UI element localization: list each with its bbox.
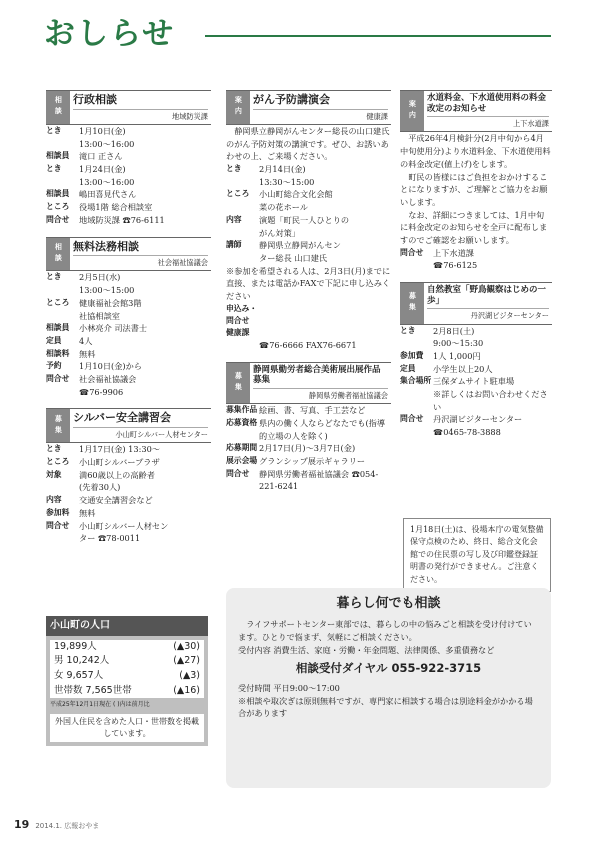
info-key: [46, 176, 79, 189]
info-value: 菜の花ホール: [259, 202, 308, 213]
info-value: 三保ダムサイト駐車場: [433, 376, 515, 387]
info-value: 2月8日(土): [433, 325, 475, 336]
info-value: 13:00〜16:00: [79, 176, 135, 187]
info-value: 1月24日(金): [79, 164, 126, 175]
notice-box: 1月18日(土)は、役場本庁の電気整備保守点検のため、終日、総合文化会館での住民票の写し及び印鑑登録証明書の発行ができません。ご注意ください。: [403, 518, 551, 592]
info-row: [46, 386, 211, 399]
page-title: おしらせ: [44, 16, 176, 52]
info-row: [46, 348, 211, 361]
info-value: 健康福祉会館3階: [79, 297, 142, 308]
info-row: [46, 360, 211, 373]
population-row: [50, 669, 204, 684]
population-note: 平成25年12月1日現在 ( )内は前月比: [50, 701, 150, 709]
info-key: ところ: [46, 457, 70, 467]
info-value: 地域防災課 ☎76-6111: [79, 214, 165, 225]
info-row: [226, 163, 391, 176]
info-key: 募集作品: [226, 405, 258, 415]
info-row: [46, 138, 211, 151]
info-value: 1月17日(金) 13:30〜: [79, 444, 160, 455]
section-org: 丹沢湖ビジターセンター: [427, 308, 549, 321]
info-row: [226, 239, 391, 252]
section-header: [46, 237, 211, 272]
section-title: 自然教室「野鳥観察はじめの一歩」: [427, 285, 547, 306]
info-key: 予約: [46, 361, 62, 371]
info-row: [46, 150, 211, 163]
info-key: ところ: [46, 202, 70, 212]
info-key: 参加料: [46, 507, 70, 517]
info-row: [46, 310, 211, 323]
section-title: シルバー安全講習会: [73, 411, 171, 425]
info-row: [400, 259, 552, 272]
info-row: [46, 176, 211, 189]
section-paragraph: なお、詳細につきましては、1月中旬に料金改定のお知らせを全戸に配布しますのでご確認をお願いします。: [400, 209, 548, 246]
info-row: [400, 413, 552, 426]
population-value: 19,899人: [54, 640, 97, 652]
info-row: [46, 469, 211, 482]
info-row: [226, 227, 391, 240]
section-bijutsu: [226, 362, 391, 493]
info-row: [46, 532, 211, 545]
section-title-box: [250, 363, 391, 403]
info-row: [46, 494, 211, 507]
info-value: 2月5日(水): [79, 272, 121, 283]
info-row: [46, 188, 211, 201]
info-value: 嶋田喜見代さん: [79, 189, 137, 200]
info-key: [226, 252, 259, 265]
population-box: [46, 616, 208, 746]
consult-body: ライフサポートセンター東部では、暮らしの中の悩みごと相談を受け付けています。ひとりで悩まず、気軽にご相談ください。: [238, 619, 532, 642]
info-key: 内容: [46, 495, 62, 505]
population-diff: (▲3): [179, 669, 200, 681]
info-value: 県内の働く人ならどなたでも(指導的立場の人を除く): [259, 417, 386, 441]
info-value: 小山町シルバー人材セン: [79, 520, 169, 531]
section-title-box: [70, 91, 211, 124]
population-value: 男 10,242人: [54, 655, 110, 667]
section-header: [46, 90, 211, 125]
section-org: 小山町シルバー人材センター: [73, 427, 208, 440]
info-key: 応募資格: [226, 417, 258, 427]
section-tag: 募集: [46, 409, 70, 442]
info-key: 問合せ: [46, 520, 70, 530]
info-row: [226, 214, 391, 227]
info-key: とき: [46, 164, 62, 174]
info-key: 集合場所: [400, 376, 432, 386]
section-tag: 募集: [400, 283, 424, 323]
section-paragraph: 平成26年4月検針分(2月中旬から4月中旬使用分)より水道料金、下水道使用料の料金改定(値上げ)をします。: [400, 133, 551, 169]
info-key: [400, 426, 433, 439]
info-value: ター ☎78-0011: [79, 533, 141, 544]
info-value: 交通安全講習会など: [79, 495, 153, 506]
info-row: [226, 468, 391, 493]
section-gyosei: [46, 90, 211, 227]
info-row: [400, 388, 552, 413]
section-title-box: [250, 91, 391, 124]
info-key: 応募期間: [226, 443, 258, 453]
info-key: [226, 227, 259, 240]
info-key: とき: [46, 125, 62, 135]
info-key: [46, 386, 79, 399]
column-right: [400, 90, 552, 449]
info-row: [46, 481, 211, 494]
info-key: [46, 284, 79, 297]
info-value: がん対策」: [259, 227, 300, 238]
population-row: [50, 654, 204, 669]
footer-text: 2014.1. 広報おやま: [35, 822, 100, 830]
info-value: 2月17日(月)〜3月7日(金): [259, 443, 356, 454]
info-key: [226, 176, 259, 189]
section-header: [400, 282, 552, 324]
page-number: 19: [14, 818, 30, 831]
info-key: 参加費: [400, 350, 424, 360]
info-row: [46, 443, 211, 456]
info-key: 対象: [46, 469, 62, 479]
info-key: [46, 532, 79, 545]
section-apply: 申込み・問合せ 健康課: [226, 303, 258, 337]
info-row: [400, 325, 552, 338]
section-title-box: [424, 283, 552, 323]
info-key: とき: [226, 164, 242, 174]
info-row: [400, 247, 552, 260]
info-value: ※詳しくはお問い合わせください: [433, 389, 548, 412]
info-value: 小学生以上20人: [433, 363, 493, 374]
info-key: [46, 138, 79, 151]
section-tag: 相談: [46, 238, 70, 271]
section-header: [226, 90, 391, 125]
info-row: [46, 322, 211, 335]
section-shizen: [400, 282, 552, 439]
section-title-box: [70, 238, 211, 271]
info-row: [46, 456, 211, 469]
info-key: 問合せ: [46, 214, 70, 224]
info-row: [46, 214, 211, 227]
section-org: 地域防災課: [73, 109, 208, 122]
column-middle: [226, 90, 391, 503]
section-org: 健康課: [253, 109, 388, 122]
section-title: 静岡県勤労者総合美術展出展作品募集: [253, 364, 381, 386]
info-value: ☎0465-78-3888: [433, 427, 501, 438]
info-row: [400, 350, 552, 363]
info-key: 相談員: [46, 323, 70, 333]
consult-dial: 相談受付ダイヤル 055-922-3715: [295, 661, 482, 676]
info-row: [46, 271, 211, 284]
population-row: [50, 640, 204, 655]
info-value: 1月10日(金)から: [79, 361, 142, 372]
info-key: 問合せ: [400, 414, 424, 424]
section-tag: 案内: [400, 91, 424, 131]
info-key: とき: [46, 272, 62, 282]
info-row: [46, 201, 211, 214]
section-paragraph: 町民の皆様にはご負担をおかけすることになりますが、ご理解とご協力をお願いします。: [400, 171, 548, 207]
section-org: 静岡県労働者福祉協議会: [253, 388, 388, 401]
info-key: とき: [46, 444, 62, 454]
info-value: 小山町シルバープラザ: [79, 457, 160, 468]
consult-box: [226, 588, 551, 788]
population-row: [50, 684, 204, 699]
info-value: 丹沢湖ビジターセンター: [433, 414, 523, 425]
info-key: [400, 388, 433, 413]
info-value: 13:00〜16:00: [79, 138, 135, 149]
population-title: 小山町の人口: [46, 616, 208, 636]
info-key: [46, 481, 79, 494]
info-row: [226, 404, 391, 417]
info-row: [46, 163, 211, 176]
info-key: 定員: [400, 363, 416, 373]
info-key: [226, 201, 259, 214]
info-value: グランシップ展示ギャラリー: [259, 455, 366, 466]
info-row: [46, 284, 211, 297]
info-value: ☎76-9906: [79, 386, 124, 397]
info-key: 講師: [226, 240, 242, 250]
info-row: [226, 455, 391, 468]
population-value: 女 9,657人: [54, 669, 104, 681]
section-title: 水道料金、下水道使用料の料金改定のお知らせ: [427, 93, 547, 114]
info-value: 9:00〜15:30: [433, 338, 484, 349]
info-key: 定員: [46, 335, 62, 345]
info-value: 1人 1,000円: [433, 350, 481, 361]
info-key: 相談料: [46, 348, 70, 358]
info-key: 問合せ: [226, 468, 250, 478]
info-value: 静岡県立静岡がんセン: [259, 240, 341, 251]
section-silver: [46, 408, 211, 545]
info-key: とき: [400, 325, 416, 335]
info-value: 無料: [79, 348, 96, 359]
info-value: 絵画、書、写真、手工芸など: [259, 405, 366, 416]
section-title: がん予防講演会: [253, 93, 330, 106]
section-suido: [400, 90, 552, 272]
info-key: 相談員: [46, 189, 70, 199]
info-value: ☎76-6125: [433, 260, 478, 271]
info-value: 13:00〜15:00: [79, 285, 135, 296]
section-intro: 静岡県立静岡がんセンター総長の山口建氏のがん予防対策の講演です。ぜひ、お誘いあわせの上、ご来場ください。: [226, 125, 390, 162]
info-value: 2月14日(金): [259, 164, 306, 175]
consult-note: ※相談や取次ぎは原則無料ですが、専門家に相談する場合は別途料金がかかる場合があります: [238, 695, 533, 719]
info-row: [226, 176, 391, 189]
section-tel: ☎76-6666 FAX76-6671: [259, 339, 357, 350]
info-value: 4人: [79, 335, 93, 346]
info-row: [226, 417, 391, 442]
population-diff: (▲16): [173, 684, 200, 696]
section-org: 上下水道課: [427, 116, 549, 129]
population-diff: (▲27): [173, 655, 200, 667]
section-header: [46, 408, 211, 443]
info-row: [46, 520, 211, 533]
population-caption: 外国人住民を含めた人口・世帯数を掲載しています。: [50, 714, 204, 743]
info-row: [226, 252, 391, 265]
info-row: [400, 375, 552, 388]
section-title-box: [424, 91, 552, 131]
section-tag: 募集: [226, 363, 250, 403]
info-key: [400, 259, 433, 272]
section-title-box: [70, 409, 211, 442]
info-key: [400, 337, 433, 350]
info-value: 社協相談室: [79, 310, 120, 321]
section-header: [400, 90, 552, 132]
info-row: [226, 442, 391, 455]
section-homu: [46, 237, 211, 399]
section-gan: [226, 90, 391, 352]
info-key: 展示会場: [226, 455, 258, 465]
consult-time: 受付時間 平日9:00〜17:00: [238, 683, 340, 694]
section-title: 無料法務相談: [73, 239, 139, 253]
info-value: 小林亮介 司法書士: [79, 323, 148, 334]
section-title: 行政相談: [73, 93, 117, 106]
info-row: [46, 335, 211, 348]
info-value: 1月10日(金): [79, 125, 126, 136]
consult-content: 受付内容 消費生活、家庭・労働・年金問題、法律関係、多重債務など: [238, 644, 495, 655]
section-org: 社会福祉協議会: [73, 255, 208, 268]
info-value: 演題「町民一人ひとりの: [259, 214, 350, 225]
info-value: 役場1階 総合相談室: [79, 202, 153, 213]
population-value: 世帯数 7,565世帯: [54, 684, 132, 696]
population-diff: (▲30): [173, 640, 200, 652]
info-row: [400, 426, 552, 439]
info-row: [46, 297, 211, 310]
info-row: [46, 373, 211, 386]
section-tag: 相談: [46, 91, 70, 124]
info-key: 相談員: [46, 151, 70, 161]
section-note: ※参加を希望される人は、2月3日(月)までに直接、または電話かFAXで下記に申し込みください: [226, 265, 391, 302]
info-value: 満60歳以上の高齢者: [79, 469, 155, 480]
column-left: [46, 90, 211, 555]
consult-title: 暮らし何でも相談: [336, 596, 441, 611]
info-row: [400, 337, 552, 350]
info-key: 内容: [226, 214, 242, 224]
info-value: 小山町総合文化会館: [259, 189, 333, 200]
info-value: ター総長 山口建氏: [259, 252, 328, 263]
info-value: 無料: [79, 507, 96, 518]
info-row: [46, 507, 211, 520]
info-key: 問合せ: [46, 374, 70, 384]
population-rows: [50, 640, 204, 699]
page-footer: [14, 816, 99, 833]
info-value: 静岡県労働者福祉協議会 ☎054-221-6241: [259, 468, 379, 492]
info-row: [226, 188, 391, 201]
info-key: 問合せ: [400, 247, 424, 257]
info-row: [226, 201, 391, 214]
title-rule: [205, 35, 551, 37]
info-value: (先着30人): [79, 482, 121, 493]
info-key: ところ: [46, 297, 70, 307]
section-header: [226, 362, 391, 404]
section-tag: 案内: [226, 91, 250, 124]
info-value: 上下水道課: [433, 247, 474, 258]
info-value: 13:30〜15:00: [259, 176, 315, 187]
info-row: [400, 363, 552, 376]
info-value: 社会福祉協議会: [79, 374, 137, 385]
info-value: 滝口 正さん: [79, 151, 123, 162]
info-key: [46, 310, 79, 323]
info-row: [46, 125, 211, 138]
info-key: ところ: [226, 189, 250, 199]
